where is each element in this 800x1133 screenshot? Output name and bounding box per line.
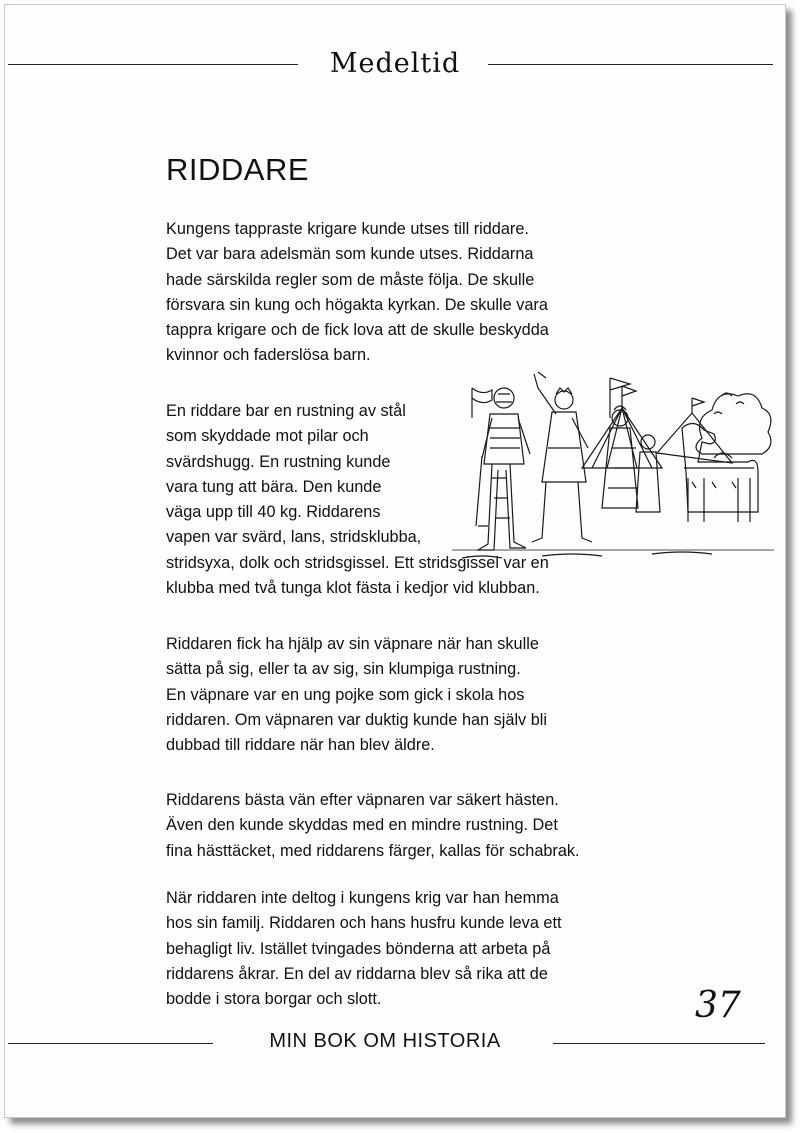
text-line: riddaren. Om väpnaren var duktig kunde han själv bli bbox=[166, 710, 548, 729]
text-line: som skyddade mot pilar och bbox=[166, 427, 369, 446]
text-line: En riddare bar en rustning av stål bbox=[166, 402, 406, 420]
chapter-title: Medeltid bbox=[329, 48, 461, 79]
text-line: När riddaren inte deltog i kungens krig var han hemma bbox=[166, 889, 559, 907]
header-rule-right bbox=[488, 64, 773, 65]
text-line: väga upp till 40 kg. Riddarens bbox=[166, 503, 381, 522]
text-line: fina hästtäcket, med riddarens färger, kallas för schabrak. bbox=[166, 841, 580, 860]
paragraph-5 bbox=[166, 886, 562, 1012]
paragraph-4 bbox=[166, 788, 580, 864]
book-title: MIN BOK OM HISTORIA bbox=[269, 1030, 501, 1052]
text-line: Även den kunde skyddas med en mindre rustning. Det bbox=[166, 816, 558, 835]
text-line: bodde i stora borgar och slott. bbox=[166, 990, 382, 1009]
text-line: Kungens tappraste krigare kunde utses till riddare. bbox=[166, 220, 529, 238]
text-line: vara tung att bära. Den kunde bbox=[166, 477, 382, 496]
text-line: Riddarens bästa vän efter väpnaren var säkert hästen. bbox=[166, 791, 559, 809]
paragraph-3 bbox=[166, 632, 547, 758]
text-line: svärdshugg. En rustning kunde bbox=[166, 452, 391, 471]
text-line: klubba med två tunga klot fästa i kedjor vid klubban. bbox=[166, 579, 540, 598]
text-line: tappra krigare och de fick lova att de skulle beskydda bbox=[166, 321, 549, 340]
page-number: 37 bbox=[695, 985, 741, 1026]
text-line: hos sin familj. Riddaren och hans husfru kunde leva ett bbox=[166, 914, 562, 933]
text-line: vapen var svärd, lans, stridsklubba, bbox=[166, 528, 422, 547]
text-line: En väpnare var en ung pojke som gick i skola hos bbox=[166, 685, 525, 704]
text-line: försvara sin kung och högakta kyrkan. De skulle vara bbox=[166, 295, 548, 314]
footer-rule-left bbox=[8, 1043, 213, 1044]
text-line: riddarens åkrar. En del av riddarna blev så rika att de bbox=[166, 964, 548, 983]
header-rule-left bbox=[8, 64, 298, 65]
page-heading: RIDDARE bbox=[166, 152, 310, 187]
text-line: Riddaren fick ha hjälp av sin väpnare när han skulle bbox=[166, 635, 539, 653]
text-line: hade särskilda regler som de måste följa. De skulle bbox=[166, 270, 535, 289]
footer-rule-right bbox=[553, 1043, 765, 1044]
knighting-illustration bbox=[452, 358, 774, 563]
paragraph-1 bbox=[166, 217, 549, 369]
text-line: stridsyxa, dolk och stridsgissel. Ett stridsgissel var en bbox=[166, 553, 549, 572]
text-line: Det var bara adelsmän som kunde utses. Riddarna bbox=[166, 245, 534, 264]
text-line: dubbad till riddare när han blev äldre. bbox=[166, 736, 435, 755]
text-line: sätta på sig, eller ta av sig, sin klumpiga rustning. bbox=[166, 660, 521, 679]
text-line: behagligt liv. Istället tvingades bönderna att arbeta på bbox=[166, 939, 551, 958]
text-line: kvinnor och faderslösa barn. bbox=[166, 346, 371, 365]
